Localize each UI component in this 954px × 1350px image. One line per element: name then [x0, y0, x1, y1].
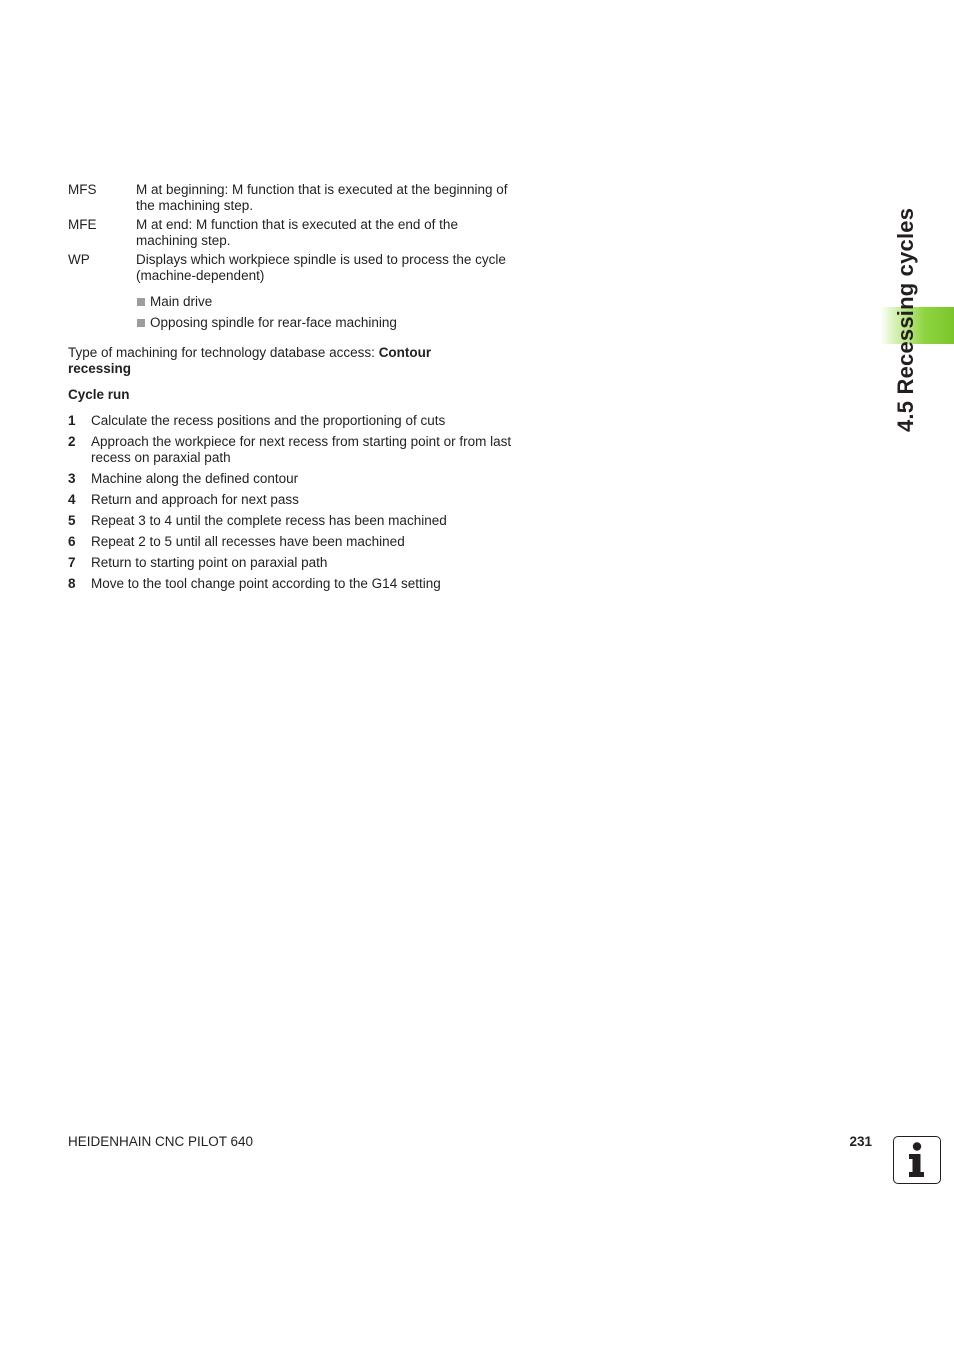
step-list [68, 413, 518, 597]
step-number: 8 [68, 576, 76, 591]
step-number: 6 [68, 534, 76, 549]
step-text: Repeat 3 to 4 until the complete recess has been machined [91, 513, 447, 528]
step-item [68, 413, 518, 429]
parameter-code: WP [68, 252, 90, 267]
parameter-code: MFS [68, 182, 97, 197]
step-item [68, 434, 518, 466]
step-number: 2 [68, 434, 76, 449]
step-number: 5 [68, 513, 76, 528]
list-item-text: Opposing spindle for rear-face machining [150, 315, 397, 330]
section-heading: Cycle run [68, 387, 130, 402]
parameter-row [68, 182, 518, 214]
step-number: 1 [68, 413, 76, 428]
parameter-description: M at end: M function that is executed at the end of the machining step. [136, 217, 458, 248]
step-number: 4 [68, 492, 76, 507]
step-text: Move to the tool change point according to the G14 setting [91, 576, 441, 591]
parameter-row [68, 252, 518, 284]
step-item [68, 555, 518, 571]
parameter-list [68, 182, 518, 287]
step-text: Calculate the recess positions and the proportioning of cuts [91, 413, 446, 428]
parameter-code: MFE [68, 217, 97, 232]
bullet-square-icon [137, 319, 145, 327]
info-icon [893, 1136, 941, 1184]
chapter-title: 4.5 Recessing cycles [893, 207, 918, 432]
step-item [68, 492, 518, 508]
footer-product-name: HEIDENHAIN CNC PILOT 640 [68, 1134, 254, 1149]
step-text: Return and approach for next pass [91, 492, 299, 507]
step-item [68, 576, 518, 592]
machining-type-prefix: Type of machining for technology database access: [68, 345, 379, 360]
step-text: Repeat 2 to 5 until all recesses have been machined [91, 534, 405, 549]
page-number: 231 [849, 1134, 872, 1149]
step-text: Machine along the defined contour [91, 471, 299, 486]
list-item [136, 294, 516, 310]
step-number: 3 [68, 471, 76, 486]
step-text: Return to starting point on paraxial path [91, 555, 328, 570]
step-number: 7 [68, 555, 76, 570]
machining-type-note [68, 345, 468, 377]
wp-option-list [136, 294, 516, 336]
parameter-description: M at beginning: M function that is executed at the beginning of the machining step. [136, 182, 508, 213]
bullet-square-icon [137, 298, 145, 306]
step-item [68, 534, 518, 550]
parameter-description: Displays which workpiece spindle is used to process the cycle (machine-dependent) [136, 252, 506, 283]
step-text: Approach the workpiece for next recess from starting point or from last recess on paraxial path [91, 434, 512, 465]
step-item [68, 471, 518, 487]
parameter-row [68, 217, 518, 249]
machining-type-value: Contour recessing [68, 345, 432, 376]
step-item [68, 513, 518, 529]
list-item-text: Main drive [150, 294, 213, 309]
list-item [136, 315, 516, 331]
